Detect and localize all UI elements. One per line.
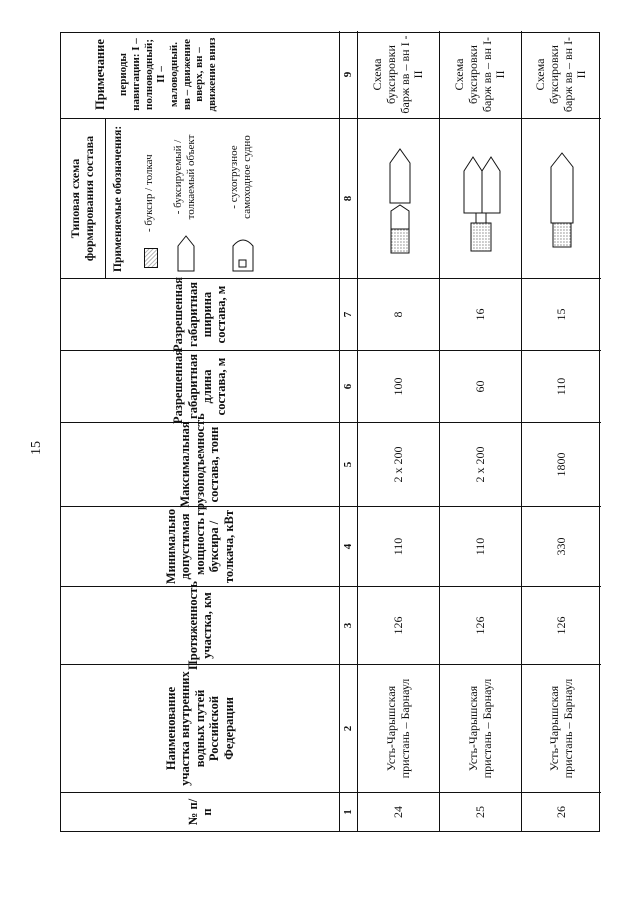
scheme-tug-pushing-two-barges-icon	[446, 124, 516, 274]
row-length: 126	[522, 587, 601, 665]
row-note: Схема буксировки барж вв – вн I -II	[358, 31, 439, 119]
row-len-max: 60	[440, 351, 521, 423]
header-capacity: Максимальная грузоподъемность состава, тонн	[61, 423, 339, 507]
row-section: Усть-Чарышская пристань – Барнаул	[358, 665, 439, 793]
header-note-text: периоды навигации: I – полноводный; II – маловодный. вв – движение вверх, вн – движение вниз	[117, 37, 218, 112]
row-len-max: 100	[358, 351, 439, 423]
row-width-max: 15	[522, 279, 601, 351]
tug-symbol-icon	[144, 248, 158, 268]
page-number: 15	[29, 441, 44, 455]
col-number: 7	[340, 279, 357, 351]
col-number: 1	[342, 809, 355, 815]
scheme-tug-pushing-one-barge-icon	[364, 124, 434, 274]
row-power: 330	[522, 507, 601, 587]
row-width-max: 16	[440, 279, 521, 351]
header-note-title: Примечание	[93, 39, 107, 110]
rotated-page	[60, 32, 600, 832]
table-row	[521, 31, 601, 831]
header-section: Наименование участка внутренних водных путей Российской Федерации	[61, 665, 339, 793]
row-scheme	[522, 119, 601, 279]
row-num: 25	[472, 806, 487, 818]
col-number: 3	[340, 587, 357, 665]
row-num: 24	[390, 806, 405, 818]
col-number: 5	[340, 423, 357, 507]
row-section: Усть-Чарышская пристань – Барнаул	[440, 665, 521, 793]
header-scheme-title: Типовая схема формирования состава	[61, 119, 106, 278]
row-power: 110	[358, 507, 439, 587]
row-num: 26	[553, 806, 568, 818]
row-length: 126	[358, 587, 439, 665]
legend-box	[106, 119, 339, 278]
col-number: 4	[340, 507, 357, 587]
header-power: Минимально допустимая мощность буксира / толкача, кВт	[61, 507, 339, 587]
table-row	[357, 31, 439, 831]
self-propelled-symbol-icon	[231, 232, 255, 272]
row-note: Схема буксировки барж вв – вн I-II	[440, 31, 521, 119]
legend-towed: - буксируемый / толкаемый объект	[172, 134, 197, 220]
towing-table	[60, 32, 600, 832]
header-note	[61, 31, 339, 119]
header-length: Протяженность участка, км	[61, 587, 339, 665]
row-length: 126	[440, 587, 521, 665]
row-note: Схема буксировки барж вв – вн I-II	[522, 31, 601, 119]
col-number-row	[339, 31, 357, 831]
legend-title: Применяемые обозначения:	[112, 125, 124, 272]
legend-tug: - буксир / толкач	[143, 154, 155, 232]
col-number: 9	[340, 31, 357, 119]
row-power: 110	[440, 507, 521, 587]
header-row	[61, 31, 339, 831]
col-number: 8	[340, 119, 357, 279]
table-row	[439, 31, 521, 831]
legend-self: - сухогрузное самоходное судно	[228, 135, 253, 219]
row-scheme	[358, 119, 439, 279]
row-len-max: 110	[522, 351, 601, 423]
row-capacity: 2 x 200	[440, 423, 521, 507]
header-width-max: Разрешенная габаритная ширина состава, м	[61, 279, 339, 351]
row-capacity: 2 x 200	[358, 423, 439, 507]
header-num: № п/п	[185, 798, 214, 826]
col-number: 2	[340, 665, 357, 793]
header-len-max: Разрешенная габаритная длина состава, м	[61, 351, 339, 423]
scheme-tug-pushing-large-barge-icon	[527, 124, 597, 274]
header-scheme	[61, 119, 339, 279]
row-width-max: 8	[358, 279, 439, 351]
row-section: Усть-Чарышская пристань – Барнаул	[522, 665, 601, 793]
col-number: 6	[340, 351, 357, 423]
row-capacity: 1800	[522, 423, 601, 507]
row-scheme	[440, 119, 521, 279]
towed-symbol-icon	[176, 234, 196, 272]
